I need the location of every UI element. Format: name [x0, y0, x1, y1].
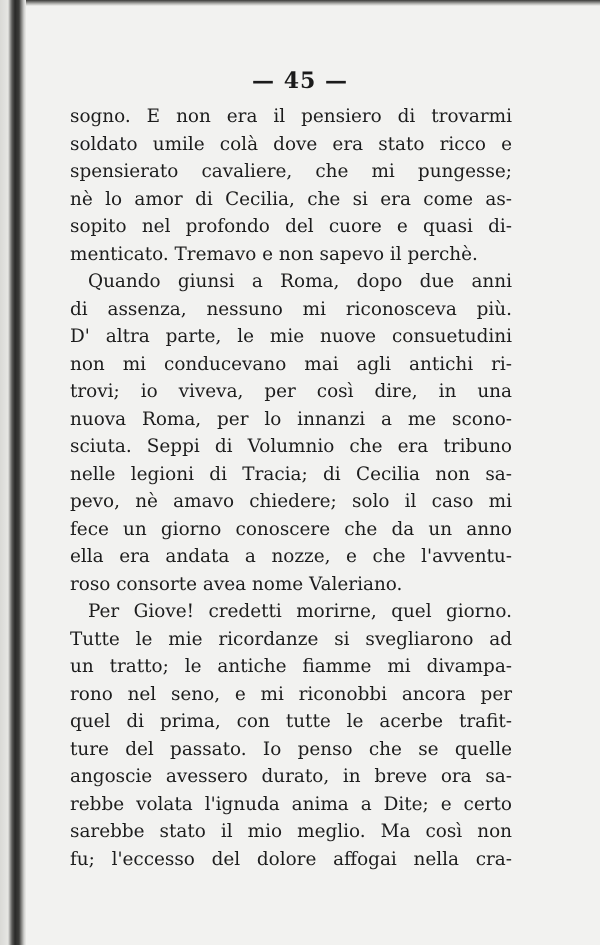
text-line: Per Giove! credetti morirne, quel giorno.: [88, 601, 512, 622]
page-binding-edge: [0, 0, 26, 945]
text-line: spensierato cavaliere, che mi pungesse;: [70, 161, 512, 182]
text-line: sciuta. Seppi di Volumnio che era tribuno: [70, 436, 512, 457]
text-line: trovi; io viveva, per così dire, in una: [70, 381, 512, 402]
text-line: sarebbe stato il mio meglio. Ma così non: [70, 821, 512, 842]
text-line: non mi conducevano mai agli antichi ri-: [70, 353, 512, 375]
text-line: roso consorte avea nome Valeriano.: [70, 573, 403, 595]
text-line: sogno. E non era il pensiero di trovarmi: [70, 106, 512, 127]
text-line: Tutte le mie ricordanze si svegliarono ad: [70, 628, 512, 650]
text-line: ture del passato. Io penso che se quelle: [70, 738, 512, 760]
text-line: di assenza, nessuno mi riconosceva più.: [70, 298, 512, 320]
page-top-shadow: [26, 0, 600, 6]
text-line: nè lo amor di Cecilia, che si era come as-: [70, 188, 512, 210]
text-line: angoscie avessero durato, in breve ora sa-: [70, 766, 512, 787]
text-line: un tratto; le antiche fiamme mi divampa-: [70, 656, 512, 677]
page-number: — 45 —: [252, 68, 348, 94]
text-line: soldato umile colà dove era stato ricco e: [70, 133, 512, 155]
text-line: menticato. Tremavo e non sapevo il perchè.: [70, 243, 478, 265]
text-line: D' altra parte, le mie nuove consuetudini: [70, 326, 512, 347]
text-line: rono nel seno, e mi riconobbi ancora per: [70, 683, 512, 705]
text-line: quel di prima, con tutte le acerbe trafit-: [70, 711, 512, 732]
text-line: pevo, nè amavo chiedere; solo il caso mi: [70, 491, 512, 512]
text-line: Quando giunsi a Roma, dopo due anni: [88, 271, 512, 292]
text-line: sopito nel profondo del cuore e quasi di-: [70, 216, 512, 237]
text-line: nelle legioni di Tracia; di Cecilia non sa-: [70, 463, 512, 485]
text-line: nuova Roma, per lo innanzi a me scono-: [70, 408, 512, 430]
text-line: fu; l'eccesso del dolore affogai nella cra-: [70, 848, 512, 870]
text-line: ella era andata a nozze, e che l'avventu-: [70, 546, 512, 567]
body-text: [70, 103, 512, 873]
text-line: rebbe volata l'ignuda anima a Dite; e certo: [70, 793, 512, 815]
text-line: fece un giorno conoscere che da un anno: [70, 518, 512, 540]
